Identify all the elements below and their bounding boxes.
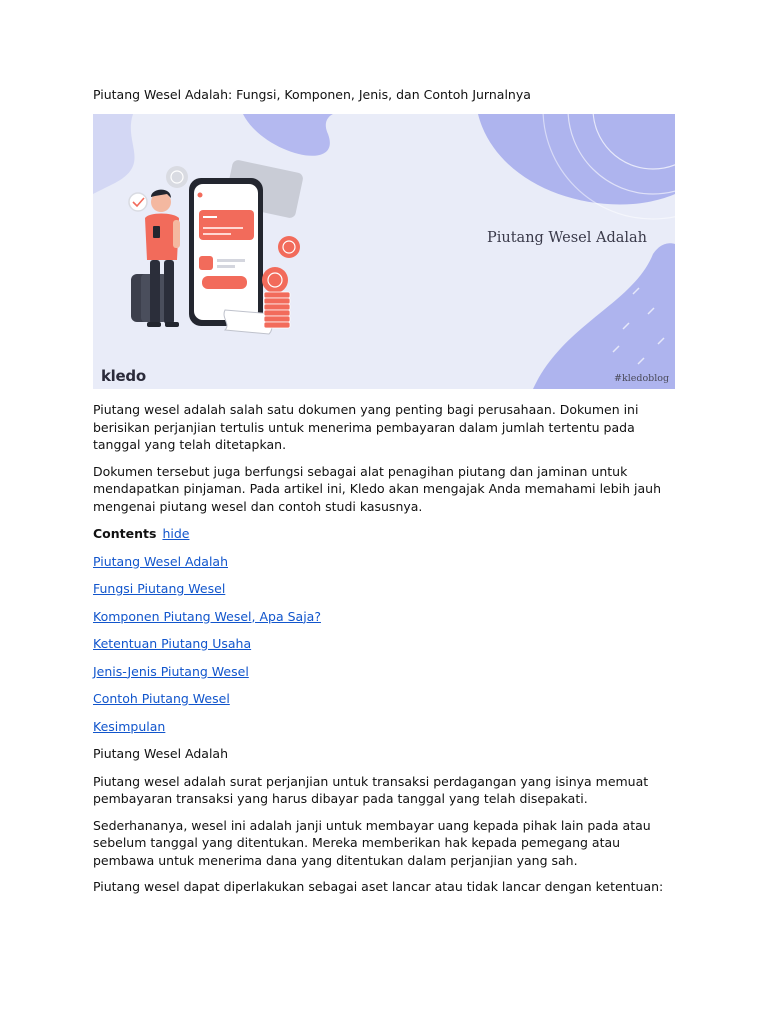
kledo-logo: kledo xyxy=(101,367,146,385)
toc-link-piutang-wesel-adalah[interactable]: Piutang Wesel Adalah xyxy=(93,553,228,569)
section-heading: Piutang Wesel Adalah xyxy=(93,746,228,761)
toc-link-contoh[interactable]: Contoh Piutang Wesel xyxy=(93,691,230,706)
toc-link-kesimpulan[interactable]: Kesimpulan xyxy=(93,718,166,734)
hero-banner xyxy=(93,114,675,389)
banner-illustration xyxy=(93,114,675,389)
section-paragraph-1: Piutang wesel adalah surat perjanjian untuk transaksi perdagangan yang isinya memuat pembayaran transaksi yang harus dibayar pada tanggal yang telah disepakati. xyxy=(93,773,649,806)
document-title: Piutang Wesel Adalah: Fungsi, Komponen, Jenis, dan Contoh Jurnalnya xyxy=(93,87,531,102)
intro-paragraph-1: Piutang wesel adalah salah satu dokumen yang penting bagi perusahaan. Dokumen ini berisikan perjanjian tertulis untuk menerima pembayaran dalam jumlah tertentu pada tanggal yang telah ditetapkan. xyxy=(93,402,639,452)
banner-hashtag: #kledoblog xyxy=(614,373,670,384)
section-paragraph-3: Piutang wesel dapat diperlakukan sebagai aset lancar atau tidak lancar dengan ketentuan: xyxy=(93,879,664,894)
toc-header xyxy=(93,525,675,543)
banner-heading: Piutang Wesel Adalah xyxy=(487,230,648,246)
toc-label: Contents xyxy=(93,526,157,541)
toc-hide-link[interactable]: hide xyxy=(162,526,190,541)
toc-link-jenis[interactable]: Jenis-Jenis Piutang Wesel xyxy=(93,663,249,679)
toc-link-fungsi[interactable]: Fungsi Piutang Wesel xyxy=(93,581,226,596)
toc-link-ketentuan[interactable]: Ketentuan Piutang Usaha xyxy=(93,636,252,651)
document-page xyxy=(93,86,675,896)
section-paragraph-2: Sederhananya, wesel ini adalah janji untuk membayar uang kepada pihak lain pada atau sebelum tanggal yang ditentukan. Mereka memberikan hak kepada pemegang atau pembawa untuk menerima dana yang ditentukan dalam perjanjian yang sah. xyxy=(93,817,651,868)
toc-link-komponen[interactable]: Komponen Piutang Wesel, Apa Saja? xyxy=(93,608,321,624)
intro-paragraph-2: Dokumen tersebut juga berfungsi sebagai alat penagihan piutang dan jaminan untuk mendapatkan pinjaman. Pada artikel ini, Kledo akan mengajak Anda memahami lebih jauh mengenai piutang wesel dan contoh studi kasusnya. xyxy=(93,463,662,514)
